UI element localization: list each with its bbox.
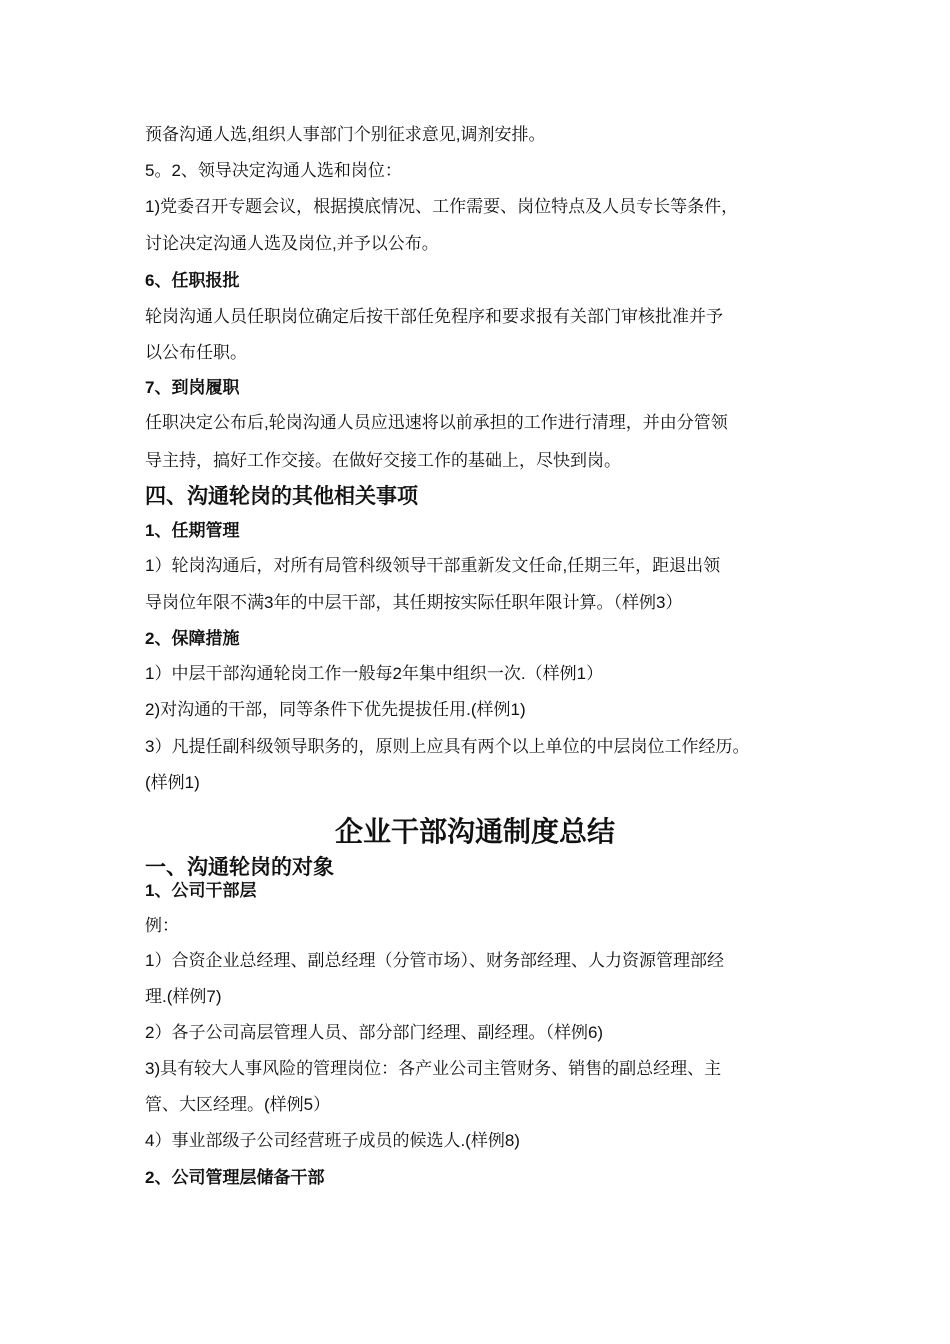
section-heading: 四、沟通轮岗的其他相关事项 [145,485,418,508]
body-text-line: 讨论决定沟通人选及岗位,并予以公布。 [145,234,439,253]
body-text-line: 1）轮岗沟通后，对所有局管科级领导干部重新发文任命,任期三年，距退出领 [145,556,721,575]
body-text-line: 以公布任职。 [145,343,247,362]
body-text-line: 1）中层干部沟通轮岗工作一般每2年集中组织一次.（样例1） [145,664,604,683]
body-text-line: 轮岗沟通人员任职岗位确定后按干部任免程序和要求报有关部门审核批准并予 [145,307,723,326]
body-text-line: 导岗位年限不满3年的中层干部，其任期按实际任职年限计算。（样例3） [145,593,683,612]
section-subheading: 1、任期管理 [145,521,240,540]
body-text-line: 1）合资企业总经理、副总经理（分管市场）、财务部经理、人力资源管理部经 [145,951,724,970]
body-text-line: 1)党委召开专题会议，根据摸底情况、工作需要、岗位特点及人员专长等条件， [145,197,739,216]
document-title: 企业干部沟通制度总结 [334,816,615,847]
section-subheading: 6、任职报批 [145,271,240,290]
body-text-line: 任职决定公布后,轮岗沟通人员应迅速将以前承担的工作进行清理，并由分管领 [145,413,728,432]
section-subheading: 2、公司管理层储备干部 [145,1168,325,1187]
section-subheading: 7、到岗履职 [145,378,240,397]
section-heading: 一、沟通轮岗的对象 [145,856,334,879]
body-text-line: 预备沟通人选,组织人事部门个别征求意见,调剂安排。 [145,125,546,144]
body-text-line: 导主持，搞好工作交接。在做好交接工作的基础上，尽快到岗。 [145,451,621,470]
body-text-line: 4）事业部级子公司经营班子成员的候选人.(样例8) [145,1131,520,1150]
body-text-line: (样例1) [145,773,200,792]
body-text-line: 3)具有较大人事风险的管理岗位：各产业公司主管财务、销售的副总经理、主 [145,1059,722,1078]
body-text-line: 管、大区经理。(样例5） [145,1095,331,1114]
body-text-line: 2)对沟通的干部，同等条件下优先提拔任用.(样例1) [145,700,526,719]
body-text-line: 2）各子公司高层管理人员、部分部门经理、副经理。（样例6) [145,1023,604,1042]
body-text-line: 例： [145,916,179,935]
section-subheading: 2、保障措施 [145,629,240,648]
section-subheading: 1、公司干部层 [145,881,257,900]
body-text-line: 理.(样例7) [145,987,222,1006]
body-text-line: 5。2、领导决定沟通人选和岗位： [145,161,402,180]
body-text-line: 3）凡提任副科级领导职务的，原则上应具有两个以上单位的中层岗位工作经历。 [145,737,750,756]
